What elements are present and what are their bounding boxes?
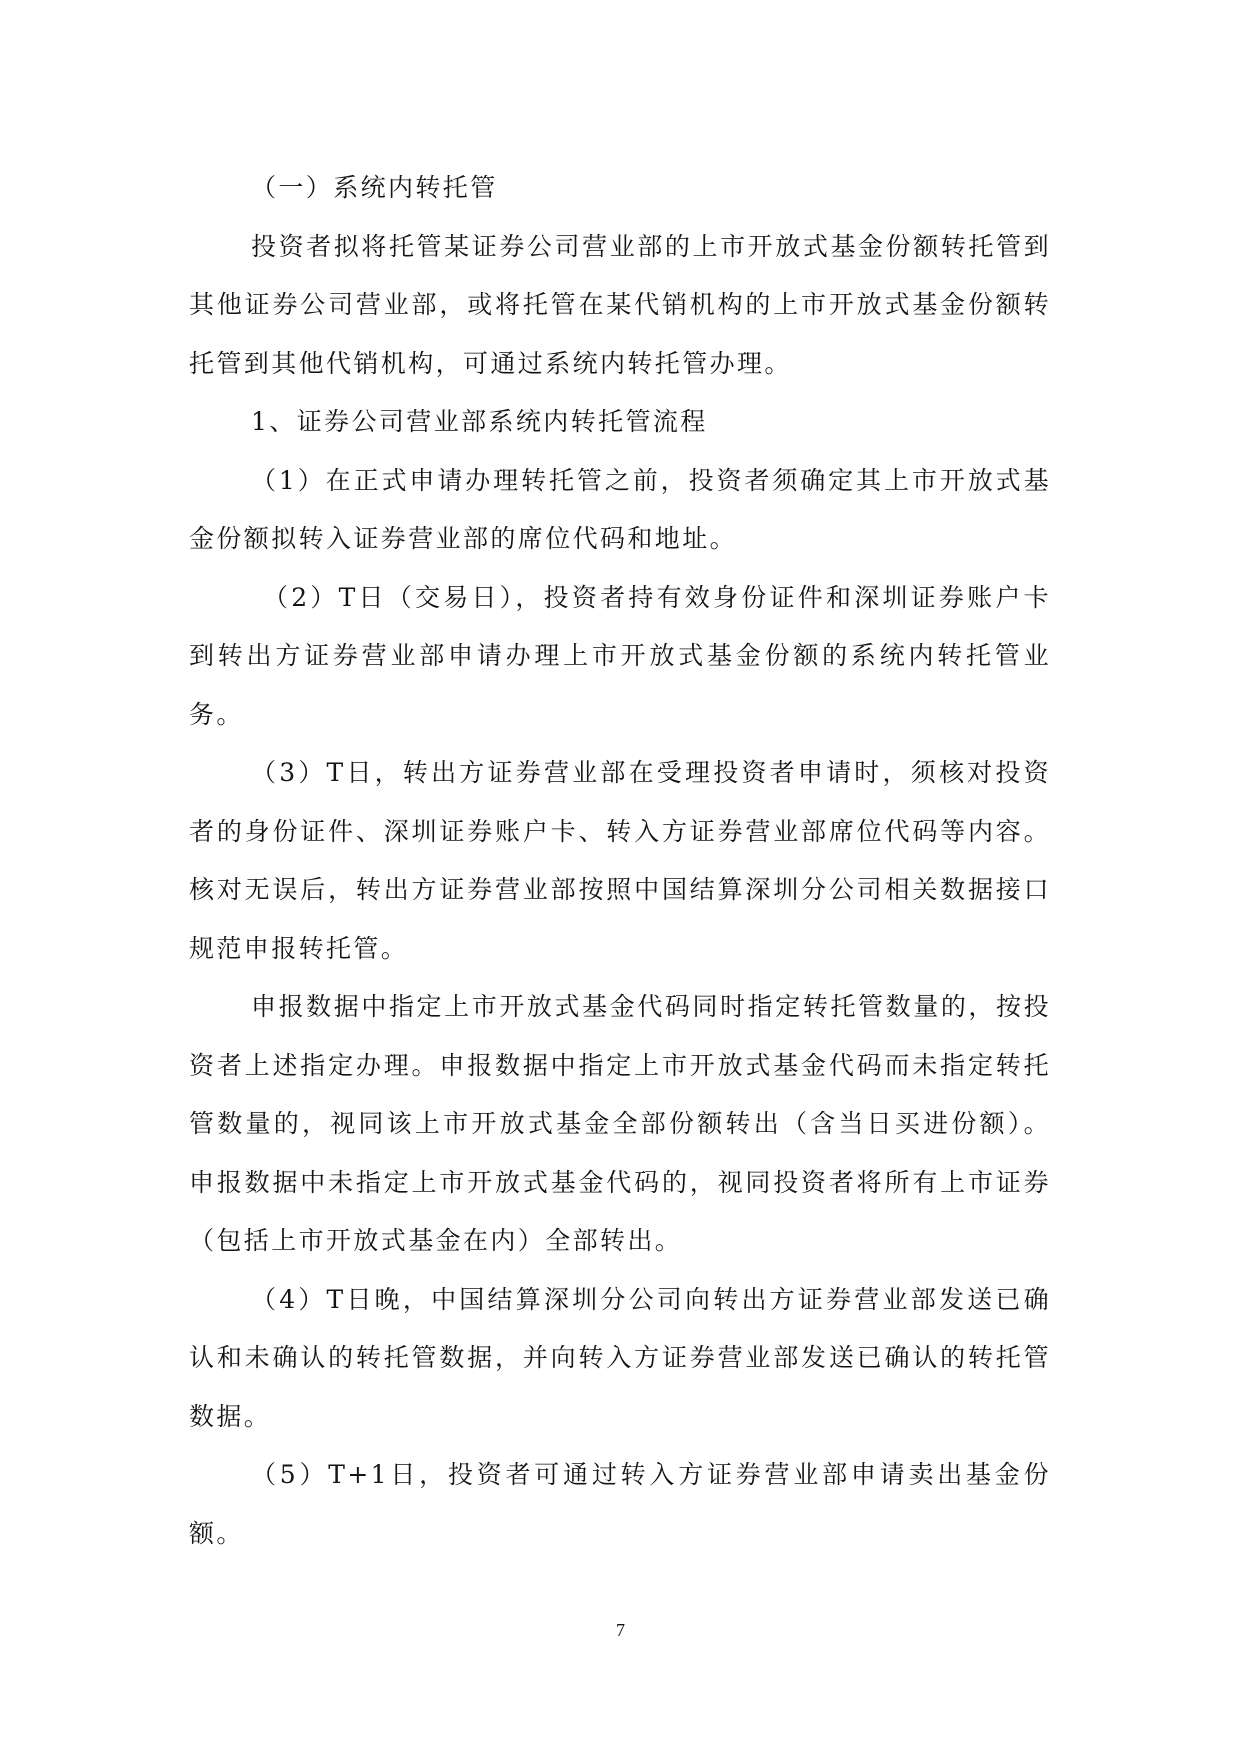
step-5-paragraph: （5）T+1日，投资者可通过转入方证券营业部申请卖出基金份额。	[189, 1460, 1051, 1548]
step-3-note-paragraph: 申报数据中指定上市开放式基金代码同时指定转托管数量的，按投资者上述指定办理。申报数据中指定上市开放式基金代码而未指定转托管数量的，视同该上市开放式基金全部份额转出（含当日买进份额）。申报数据中未指定上市开放式基金代码的，视同投资者将所有上市证券（包括上市开放式基金在内）全部转出。	[189, 992, 1051, 1255]
step-2-paragraph: （2）T日（交易日），投资者持有效身份证件和深圳证券账户卡到转出方证券营业部申请办理上市开放式基金份额的系统内转托管业务。	[189, 582, 1051, 729]
intro-paragraph: 投资者拟将托管某证券公司营业部的上市开放式基金份额转托管到其他证券公司营业部，或将托管在某代销机构的上市开放式基金份额转托管到其他代销机构，可通过系统内转托管办理。	[189, 231, 1051, 378]
step-3-paragraph: （3）T日，转出方证券营业部在受理投资者申请时，须核对投资者的身份证件、深圳证券账户卡、转入方证券营业部席位代码等内容。核对无误后，转出方证券营业部按照中国结算深圳分公司相关数据接口规范申报转托管。	[189, 758, 1051, 963]
section-heading: （一）系统内转托管	[251, 173, 498, 202]
step-1-paragraph: （1）在正式申请办理转托管之前，投资者须确定其上市开放式基金份额拟转入证券营业部的席位代码和地址。	[189, 465, 1051, 553]
page-number: 7	[616, 1620, 625, 1640]
subsection-heading: 1、证券公司营业部系统内转托管流程	[251, 407, 708, 436]
step-4-paragraph: （4）T日晚，中国结算深圳分公司向转出方证券营业部发送已确认和未确认的转托管数据，并向转入方证券营业部发送已确认的转托管数据。	[189, 1284, 1051, 1431]
document-body	[189, 159, 1051, 1563]
